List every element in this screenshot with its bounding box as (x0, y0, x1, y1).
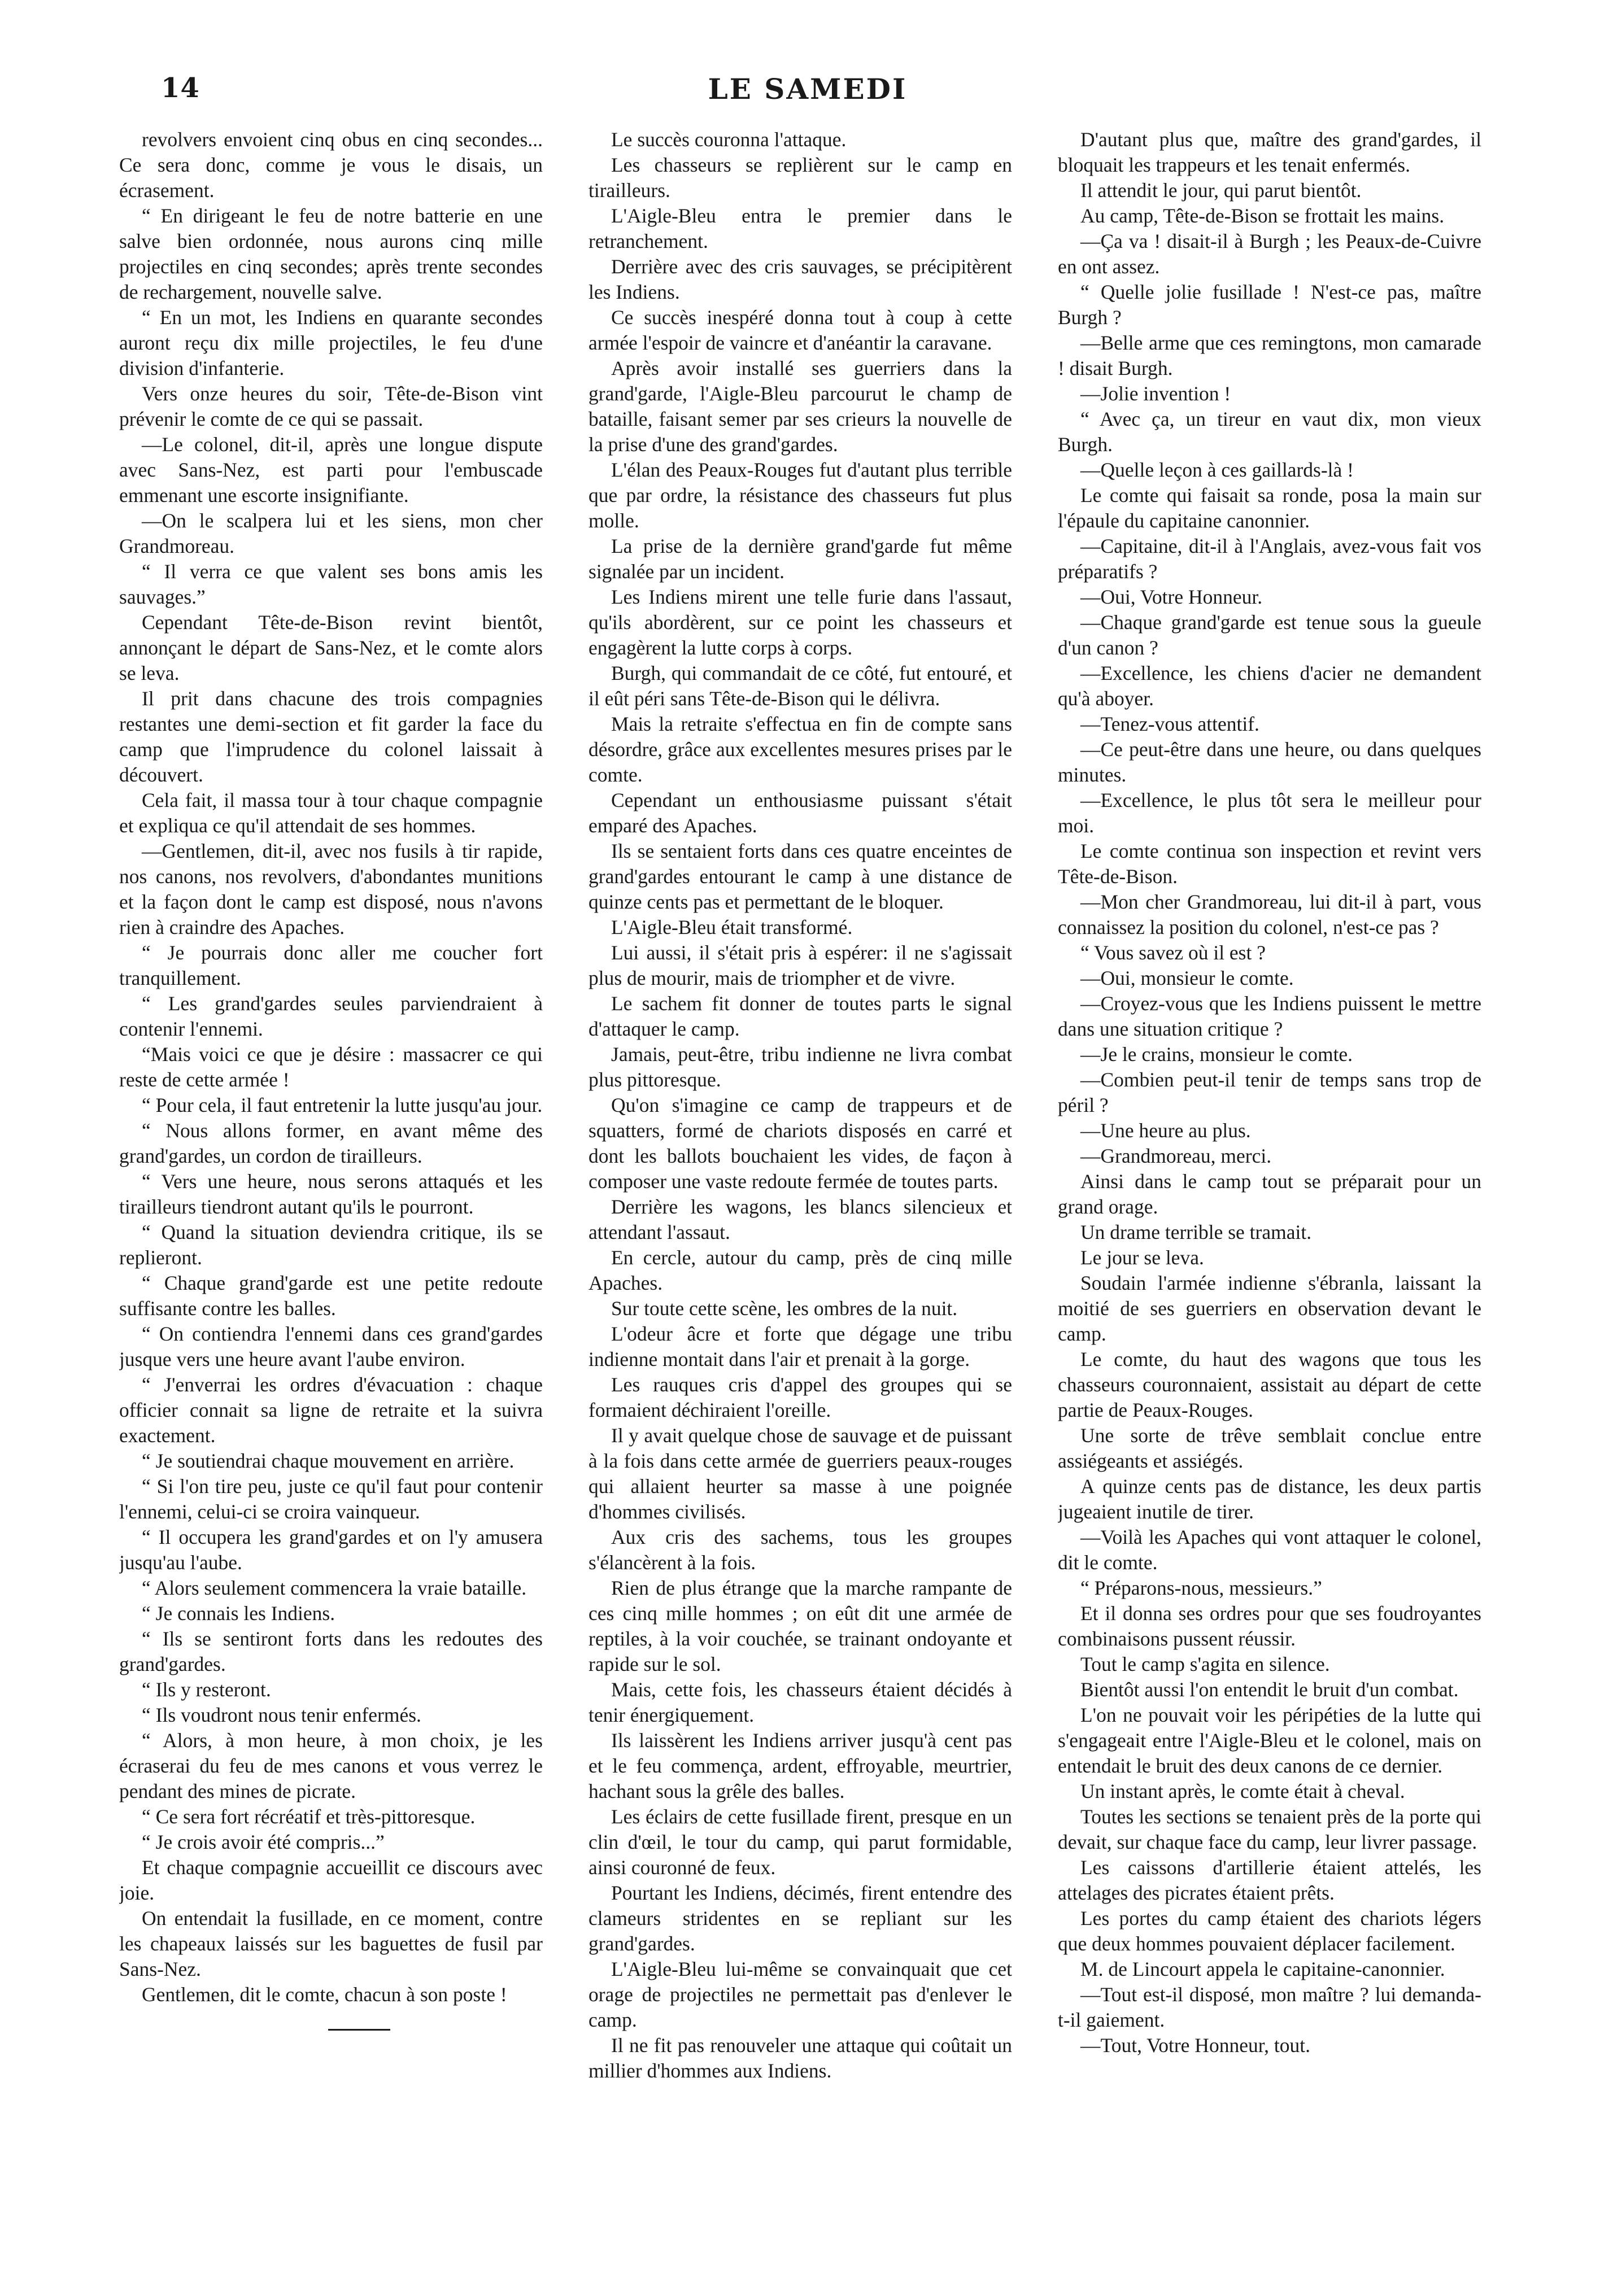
paragraph: En cercle, autour du camp, près de cinq mille Apaches. (588, 1246, 1012, 1294)
paragraph: Un drame terrible se tramait. (1080, 1221, 1312, 1243)
paragraph: “ Il occupera les grand'gardes et on l'y amusera jusqu'au l'aube. (119, 1526, 543, 1574)
paragraph: —Gentlemen, dit-il, avec nos fusils à tir rapide, nos canons, nos revolvers, d'abondantes munitions et la façon dont le camp est disposé, nous n'avons rien à craindre des Apaches. (119, 840, 543, 939)
paragraph: “ Je crois avoir été compris...” (142, 1831, 385, 1853)
paragraph: Les rauques cris d'appel des groupes qui se formaient déchiraient l'oreille. (588, 1373, 1012, 1421)
paragraph: Ils se sentaient forts dans ces quatre enceintes de grand'gardes entourant le camp à une distance de quinze cents pas et permettant de le bloquer. (588, 840, 1012, 913)
paragraph: Les caissons d'artillerie étaient attelés, les attelages des picrates étaient prêts. (1058, 1856, 1481, 1904)
paragraph: “ J'enverrai les ordres d'évacuation : chaque officier connait sa ligne de retraite et la suivra exactement. (119, 1373, 543, 1447)
paragraph: “ Je soutiendrai chaque mouvement en arrière. (142, 1450, 515, 1472)
paragraph: Il prit dans chacune des trois compagnies restantes une demi-section et fit garder la face du camp que l'imprudence du colonel laissait à découvert. (119, 687, 543, 786)
paragraph: Les Indiens mirent une telle furie dans l'assaut, qu'ils abordèrent, sur ce point les chasseurs et engagèrent la lutte corps à corps. (588, 586, 1012, 659)
paragraph: Une sorte de trêve semblait conclue entre assiégeants et assiégés. (1058, 1424, 1481, 1472)
paragraph: —Capitaine, dit-il à l'Anglais, avez-vous fait vos préparatifs ? (1058, 535, 1481, 583)
paragraph: —Tout est-il disposé, mon maître ? lui demanda-t-il gaiement. (1058, 1983, 1481, 2031)
paragraph: Derrière les wagons, les blancs silencieux et attendant l'assaut. (588, 1195, 1012, 1243)
paragraph: Soudain l'armée indienne s'ébranla, laissant la moitié de ses guerriers en observation devant le camp. (1058, 1272, 1481, 1345)
paragraph: —Je le crains, monsieur le comte. (1080, 1043, 1353, 1066)
paragraph: —Une heure au plus. (1080, 1119, 1251, 1142)
paragraph: —Tout, Votre Honneur, tout. (1080, 2034, 1310, 2057)
paragraph: Lui aussi, il s'était pris à espérer: il ne s'agissait plus de mourir, mais de triompher et de vivre. (588, 941, 1012, 989)
paragraph: Ils laissèrent les Indiens arriver jusqu'à cent pas et le feu commença, ardent, effroyable, meurtrier, hachant sous la grêle des balles. (588, 1729, 1012, 1802)
paragraph: Vers onze heures du soir, Tête-de-Bison vint prévenir le comte de ce qui se passait. (119, 382, 543, 430)
paragraph: “ Ils voudront nous tenir enfermés. (142, 1704, 421, 1726)
paragraph: Sur toute cette scène, les ombres de la nuit. (611, 1297, 958, 1320)
paragraph: Tout le camp s'agita en silence. (1080, 1653, 1330, 1675)
paragraph: Après avoir installé ses guerriers dans la grand'garde, l'Aigle-Bleu parcourut le champ de bataille, faisant semer par ses crieurs la nouvelle de la prise d'une des grand'gardes. (588, 357, 1012, 456)
paragraph: —Oui, monsieur le comte. (1080, 967, 1294, 989)
paragraph: —Croyez-vous que les Indiens puissent le mettre dans une situation critique ? (1058, 992, 1481, 1040)
paragraph: “ Alors seulement commencera la vraie bataille. (142, 1577, 527, 1599)
paragraph: Le sachem fit donner de toutes parts le signal d'attaquer le camp. (588, 992, 1012, 1040)
paragraph: Cependant un enthousiasme puissant s'était emparé des Apaches. (588, 789, 1012, 837)
paragraph: Pourtant les Indiens, décimés, firent entendre des clameurs stridentes en se repliant sur les grand'gardes. (588, 1882, 1012, 1955)
paragraph: Mais la retraite s'effectua en fin de compte sans désordre, grâce aux excellentes mesures prises par le comte. (588, 713, 1012, 786)
paragraph: “ En dirigeant le feu de notre batterie en une salve bien ordonnée, nous aurons cinq mille projectiles en cinq secondes; après trente secondes de rechargement, nouvelle salve. (119, 204, 543, 303)
paragraph: “ Les grand'gardes seules parviendraient à contenir l'ennemi. (119, 992, 543, 1040)
paragraph: “ Vers une heure, nous serons attaqués et les tirailleurs tiendront autant qu'ils le pourront. (119, 1170, 543, 1218)
paragraph: Jamais, peut-être, tribu indienne ne livra combat plus pittoresque. (588, 1043, 1012, 1091)
paragraph: Au camp, Tête-de-Bison se frottait les mains. (1080, 204, 1445, 227)
paragraph: L'Aigle-Bleu entra le premier dans le retranchement. (588, 204, 1012, 252)
paragraph: Ce succès inespéré donna tout à coup à cette armée l'espoir de vaincre et d'anéantir la caravane. (588, 306, 1012, 354)
paragraph: Les éclairs de cette fusillade firent, presque en un clin d'œil, le tour du camp, qui parut formidable, ainsi couronné de feux. (588, 1805, 1012, 1879)
paragraph: “ Ils y resteront. (142, 1678, 271, 1701)
paragraph: “ Quand la situation deviendra critique, ils se replieront. (119, 1221, 543, 1269)
paragraph: L'odeur âcre et forte que dégage une tribu indienne montait dans l'air et prenait à la gorge. (588, 1322, 1012, 1370)
paragraph: L'on ne pouvait voir les péripéties de la lutte qui s'engageait entre l'Aigle-Bleu et le colonel, mais on entendait le bruit des deux canons de ce dernier. (1058, 1704, 1481, 1777)
paragraph: M. de Lincourt appela le capitaine-canonnier. (1080, 1958, 1445, 1980)
paragraph: On entendait la fusillade, en ce moment, contre les chapeaux laissés sur les baguettes de fusil par Sans-Nez. (119, 1907, 543, 1980)
paragraph: —Jolie invention ! (1080, 382, 1231, 405)
paragraph: “ Chaque grand'garde est une petite redoute suffisante contre les balles. (119, 1272, 543, 1320)
page-number: 14 (161, 72, 200, 104)
paragraph: Mais, cette fois, les chasseurs étaient décidés à tenir énergiquement. (588, 1678, 1012, 1726)
paragraph: Il y avait quelque chose de sauvage et de puissant à la fois dans cette armée de guerriers peaux-rouges qui allaient heurter sa masse à une poignée d'hommes civilisés. (588, 1424, 1012, 1523)
paragraph: Cela fait, il massa tour à tour chaque compagnie et expliqua ce qu'il attendait de ses hommes. (119, 789, 543, 837)
paragraph: Ainsi dans le camp tout se préparait pour un grand orage. (1058, 1170, 1481, 1218)
paragraph: L'Aigle-Bleu lui-même se convainquait que cet orage de projectiles ne permettait pas d'enlever le camp. (588, 1958, 1012, 2031)
running-title: LE SAMEDI (708, 72, 908, 106)
text-column-1 (119, 127, 543, 2267)
paragraph: Le comte qui faisait sa ronde, posa la main sur l'épaule du capitaine canonnier. (1058, 484, 1481, 532)
paragraph: Un instant après, le comte était à cheval. (1080, 1780, 1405, 1802)
paragraph: “ Il verra ce que valent ses bons amis les sauvages.” (119, 560, 543, 608)
paragraph: Cependant Tête-de-Bison revint bientôt, annonçant le départ de Sans-Nez, et le comte alors se leva. (119, 611, 543, 684)
paragraph: Toutes les sections se tenaient près de la porte qui devait, sur chaque face du camp, leur livrer passage. (1058, 1805, 1481, 1853)
paragraph: Gentlemen, dit le comte, chacun à son poste ! (142, 1983, 507, 2006)
paragraph: Derrière avec des cris sauvages, se précipitèrent les Indiens. (588, 255, 1012, 303)
paragraph: Le comte continua son inspection et revint vers Tête-de-Bison. (1058, 840, 1481, 888)
paragraph: “ Vous savez où il est ? (1080, 941, 1266, 964)
page-header (161, 72, 1454, 117)
text-column-2 (588, 127, 1012, 2267)
paragraph: Les chasseurs se replièrent sur le camp en tirailleurs. (588, 154, 1012, 202)
paragraph: revolvers envoient cinq obus en cinq secondes... Ce sera donc, comme je vous le disais, un écrasement. (119, 128, 543, 202)
paragraph: “ En un mot, les Indiens en quarante secondes auront reçu dix mille projectiles, le feu d'une division d'infanterie. (119, 306, 543, 379)
paragraph: Le succès couronna l'attaque. (611, 128, 847, 151)
paragraph: Aux cris des sachems, tous les groupes s'élancèrent à la fois. (588, 1526, 1012, 1574)
paragraph: “ Alors, à mon heure, à mon choix, je les écraserai du feu de mes canons et vous verrez le pendant des mines de picrate. (119, 1729, 543, 1802)
paragraph: Et il donna ses ordres pour que ses foudroyantes combinaisons pussent réussir. (1058, 1602, 1481, 1650)
paragraph: Qu'on s'imagine ce camp de trappeurs et de squatters, formé de chariots disposés en carré et dont les ballots bouchaient les vides, de façon à composer une vaste redoute fermée de toutes parts. (588, 1094, 1012, 1193)
paragraph: —Ça va ! disait-il à Burgh ; les Peaux-de-Cuivre en ont assez. (1058, 230, 1481, 278)
paragraph: —Ce peut-être dans une heure, ou dans quelques minutes. (1058, 738, 1481, 786)
paragraph: —Excellence, les chiens d'acier ne demandent qu'à aboyer. (1058, 662, 1481, 710)
paragraph: “ Quelle jolie fusillade ! N'est-ce pas, maître Burgh ? (1058, 281, 1481, 329)
paragraph: “ Ce sera fort récréatif et très-pittoresque. (142, 1805, 476, 1828)
paragraph: A quinze cents pas de distance, les deux partis jugeaient inutile de tirer. (1058, 1475, 1481, 1523)
paragraph: “ Ils se sentiront forts dans les redoutes des grand'gardes. (119, 1627, 543, 1675)
paragraph: “Mais voici ce que je désire : massacrer ce qui reste de cette armée ! (119, 1043, 543, 1091)
paragraph: “ Pour cela, il faut entretenir la lutte jusqu'au jour. (142, 1094, 543, 1116)
paragraph: Et chaque compagnie accueillit ce discours avec joie. (119, 1856, 543, 1904)
section-end-rule (328, 2029, 390, 2031)
text-column-3 (1058, 127, 1481, 2267)
paragraph: “ Avec ça, un tireur en vaut dix, mon vieux Burgh. (1058, 408, 1481, 456)
paragraph: Le jour se leva. (1080, 1246, 1204, 1269)
paragraph: —Tenez-vous attentif. (1080, 713, 1259, 735)
paragraph: —Mon cher Grandmoreau, lui dit-il à part, vous connaissez la position du colonel, n'est-ce pas ? (1058, 891, 1481, 939)
paragraph: —Combien peut-il tenir de temps sans trop de péril ? (1058, 1068, 1481, 1116)
paragraph: “ Préparons-nous, messieurs.” (1080, 1577, 1322, 1599)
paragraph: Le comte, du haut des wagons que tous les chasseurs couronnaient, assistait au départ de cette partie de Peaux-Rouges. (1058, 1348, 1481, 1421)
paragraph: —Excellence, le plus tôt sera le meilleur pour moi. (1058, 789, 1481, 837)
paragraph: Il ne fit pas renouveler une attaque qui coûtait un millier d'hommes aux Indiens. (588, 2034, 1012, 2082)
paragraph: Bientôt aussi l'on entendit le bruit d'un combat. (1080, 1678, 1459, 1701)
paragraph: Rien de plus étrange que la marche rampante de ces cinq mille hommes ; on eût dit une armée de reptiles, à la voir couchée, se trainant ondoyante et rapide sur le sol. (588, 1577, 1012, 1675)
paragraph: “ Nous allons former, en avant même des grand'gardes, un cordon de tirailleurs. (119, 1119, 543, 1167)
paragraph: —Grandmoreau, merci. (1080, 1145, 1272, 1167)
paragraph: L'Aigle-Bleu était transformé. (611, 916, 853, 939)
paragraph: —Belle arme que ces remingtons, mon camarade ! disait Burgh. (1058, 331, 1481, 379)
paragraph: Les portes du camp étaient des chariots légers que deux hommes pouvaient déplacer facilement. (1058, 1907, 1481, 1955)
paragraph: —Oui, Votre Honneur. (1080, 586, 1263, 608)
paragraph: “ Je pourrais donc aller me coucher fort tranquillement. (119, 941, 543, 989)
paragraph: —Le colonel, dit-il, après une longue dispute avec Sans-Nez, est parti pour l'embuscade emmenant une escorte insignifiante. (119, 433, 543, 507)
paragraph: Il attendit le jour, qui parut bientôt. (1080, 179, 1362, 202)
paragraph: “ On contiendra l'ennemi dans ces grand'gardes jusque vers une heure avant l'aube environ. (119, 1322, 543, 1370)
paragraph: “ Je connais les Indiens. (142, 1602, 335, 1625)
paragraph: —Quelle leçon à ces gaillards-là ! (1080, 459, 1354, 481)
paragraph: —Chaque grand'garde est tenue sous la gueule d'un canon ? (1058, 611, 1481, 659)
paragraph: —Voilà les Apaches qui vont attaquer le colonel, dit le comte. (1058, 1526, 1481, 1574)
paragraph: D'autant plus que, maître des grand'gardes, il bloquait les trappeurs et les tenait enfermés. (1058, 128, 1481, 176)
paragraph: —On le scalpera lui et les siens, mon cher Grandmoreau. (119, 509, 543, 557)
paragraph: “ Si l'on tire peu, juste ce qu'il faut pour contenir l'ennemi, celui-ci se croira vainqueur. (119, 1475, 543, 1523)
paragraph: L'élan des Peaux-Rouges fut d'autant plus terrible que par ordre, la résistance des chasseurs fut plus molle. (588, 459, 1012, 532)
paragraph: La prise de la dernière grand'garde fut même signalée par un incident. (588, 535, 1012, 583)
paragraph: Burgh, qui commandait de ce côté, fut entouré, et il eût péri sans Tête-de-Bison qui le délivra. (588, 662, 1012, 710)
